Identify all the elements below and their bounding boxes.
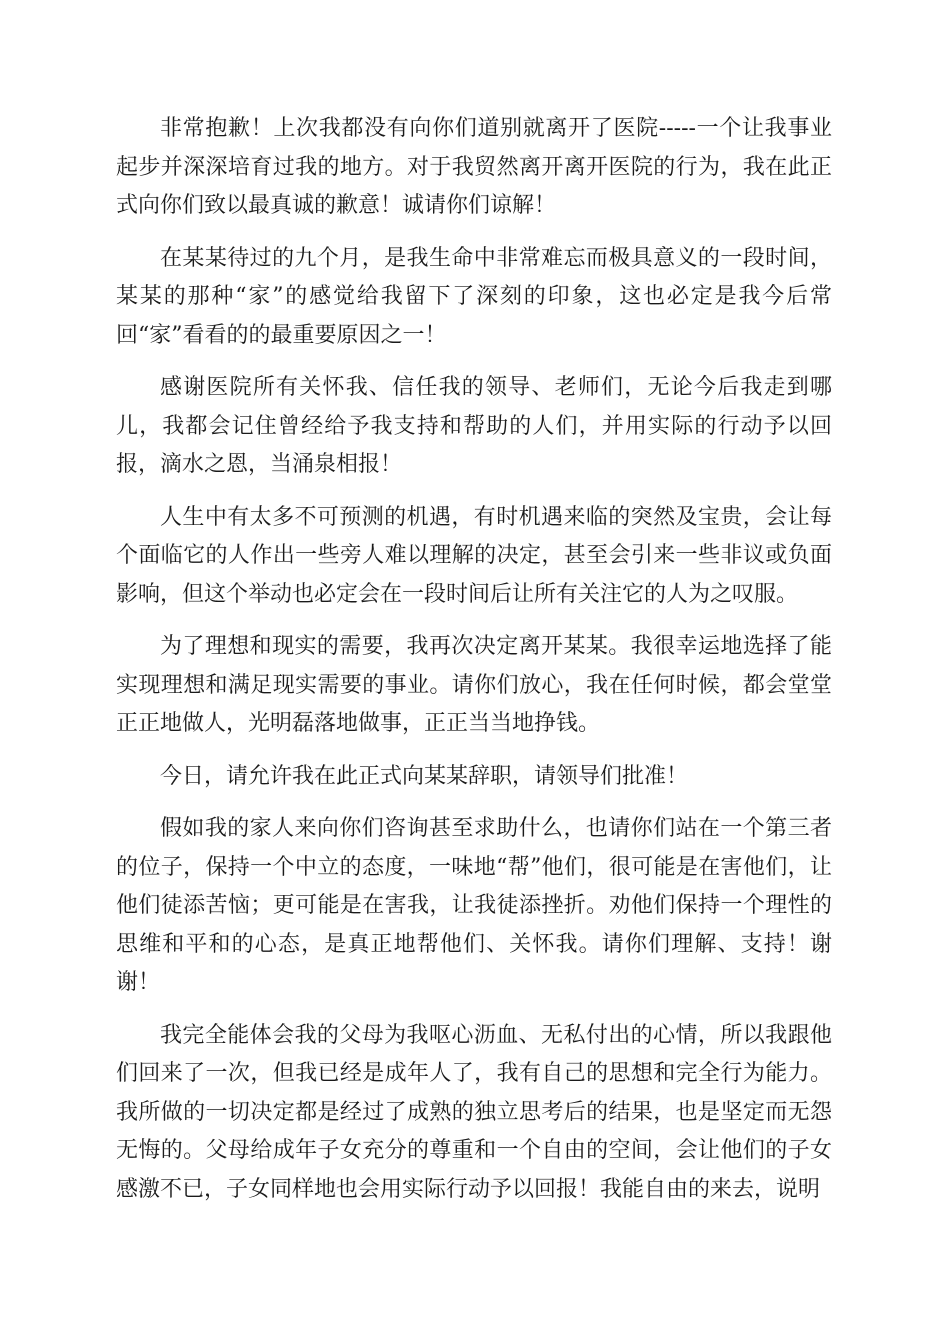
paragraph-2: 在某某待过的九个月，是我生命中非常难忘而极具意义的一段时间，某某的那种“家”的感觉给我留下了深刻的印象，这也必定是我今后常回“家”看看的的最重要原因之一！: [116, 245, 832, 348]
paragraph-8: 我完全能体会我的父母为我呕心沥血、无私付出的心情，所以我跟他们回来了一次，但我已经是成年人了，我有自己的思想和完全行为能力。我所做的一切决定都是经过了成熟的独立思考后的结果，也是坚定而无怨无悔的。父母给成年子女充分的尊重和一个自由的空间，会让他们的子女感激不已，子女同样地也会用实际行动予以回报！我能自由的来去，说明: [116, 1022, 832, 1202]
paragraph-1: 非常抱歉！上次我都没有向你们道别就离开了医院-----一个让我事业起步并深深培育过我的地方。对于我贸然离开离开医院的行为，我在此正式向你们致以最真诚的歉意！诚请你们谅解！: [116, 116, 832, 218]
paragraph-3: 感谢医院所有关怀我、信任我的领导、老师们，无论今后我走到哪儿，我都会记住曾经给予我支持和帮助的人们，并用实际的行动予以回报，滴水之恩，当涌泉相报！: [116, 375, 832, 477]
paragraph-5: 为了理想和现实的需要，我再次决定离开某某。我很幸运地选择了能实现理想和满足现实需要的事业。请你们放心，我在任何时候，都会堂堂正正地做人，光明磊落地做事，正正当当地挣钱。: [116, 634, 832, 736]
paragraph-6: 今日，请允许我在此正式向某某辞职，请领导们批准！: [160, 763, 689, 789]
paragraph-4: 人生中有太多不可预测的机遇，有时机遇来临的突然及宝贵，会让每个面临它的人作出一些旁人难以理解的决定，甚至会引来一些非议或负面影响，但这个举动也必定会在一段时间后让所有关注它的人为之叹服。: [116, 504, 832, 607]
paragraph-7: 假如我的家人来向你们咨询甚至求助什么，也请你们站在一个第三者的位子，保持一个中立的态度，一味地“帮”他们，很可能是在害他们，让他们徒添苦恼；更可能是在害我，让我徒添挫折。劝他们保持一个理性的思维和平和的心态，是真正地帮他们、关怀我。请你们理解、支持！谢谢！: [116, 816, 832, 995]
document-page: [116, 110, 832, 1223]
